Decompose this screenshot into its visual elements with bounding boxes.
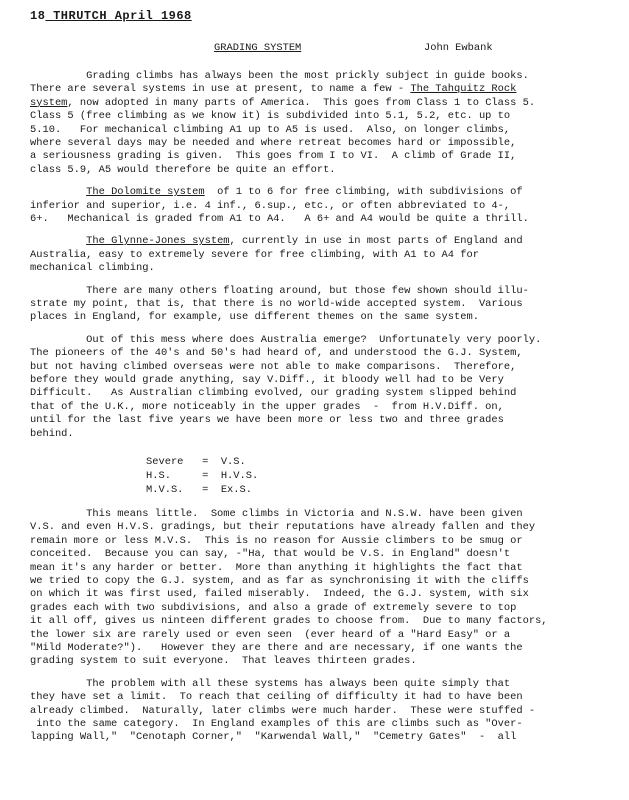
text-line: remain more or less M.V.S. This is no reason for Aussie climbers to be smug or <box>30 534 523 547</box>
text-line: a seriousness grading is given. This goes from I to VI. A climb of Grade II, <box>30 150 517 163</box>
table-row: Severe = V.S. <box>146 456 246 468</box>
text-line: into the same category. In England examples of this are climbs such as "Over- <box>30 718 523 730</box>
text-line: "Mild Moderate?"). However they are there and are necessary, if one wants the <box>30 642 523 654</box>
text-line: behind. <box>30 427 74 440</box>
text-line: they have set a limit. To reach that ceiling of difficulty it had to have been <box>30 691 523 704</box>
text-line: The Dolomite system of 1 to 6 for free climbing, with subdivisions of <box>86 186 523 199</box>
text-line: inferior and superior, i.e. 4 inf., 6.sup., etc., or often abbreviated to 4-, <box>30 199 511 212</box>
text-line: There are several systems in use at present, to name a few - The Tahquitz Rock <box>30 83 517 96</box>
text-line: The pioneers of the 40's and 50's had heard of, and understood the G.J. System, <box>30 347 523 360</box>
table-row: M.V.S. = Ex.S. <box>146 484 253 496</box>
page-number: 18 <box>30 9 46 23</box>
text-line: strate my point, that is, that there is no world-wide accepted system. Various <box>30 298 523 310</box>
text-line: already climbed. Naturally, later climbs were much harder. These were stuffed - <box>30 704 536 717</box>
text-line: mechanical climbing. <box>30 262 155 275</box>
text-line: Out of this mess where does Australia emerge? Unfortunately very poorly. <box>30 333 542 346</box>
text-line: Class 5 (free climbing as we know it) is subdivided into 5.1, 5.2, etc. up to <box>30 110 511 123</box>
text-line: The Glynne-Jones system, currently in use in most parts of England and <box>86 235 523 248</box>
text-line: The problem with all these systems has always been quite simply that <box>30 677 511 690</box>
text-line: before they would grade anything, say V.Diff., it bloody well had to be Very <box>30 374 504 386</box>
text-line: conceited. Because you can say, -"Ha, that would be V.S. in England" doesn't <box>30 548 511 561</box>
text-line: lapping Wall," "Cenotaph Corner," "Karwendal Wall," "Cemetry Gates" - all <box>30 731 517 744</box>
article-title: GRADING SYSTEM <box>214 42 302 54</box>
article-author: John Ewbank <box>424 42 493 54</box>
text-line: until for the last five years we have been more or less two and three grades <box>30 414 504 427</box>
text-line: 5.10. For mechanical climbing A1 up to A5 is used. Also, on longer climbs, <box>30 123 511 136</box>
header-issue-underline <box>45 9 191 23</box>
text-line: Australia, easy to extremely severe for free climbing, with A1 to A4 for <box>30 248 479 261</box>
issue-date: April 1968 <box>114 9 192 23</box>
text-line: mean it's any harder or better. More than anything it highlights the fact that <box>30 561 523 574</box>
publication-name: THRUTCH <box>53 9 108 23</box>
text-line: grades each with two subdivisions, and also a grade of extremely severe to top <box>30 601 517 614</box>
page-header <box>30 10 192 23</box>
text-line: the lower six are rarely used or even seen (ever heard of a "Hard Easy" or a <box>30 628 511 641</box>
text-line: places in England, for example, use different themes on the same system. <box>30 311 479 324</box>
text-line: system, now adopted in many parts of America. This goes from Class 1 to Class 5. <box>30 96 536 109</box>
text-line: that of the U.K., more noticeably in the upper grades - from H.V.Diff. on, <box>30 400 504 413</box>
text-line: V.S. and even H.V.S. gradings, but their reputations have already fallen and they <box>30 521 536 534</box>
table-row: H.S. = H.V.S. <box>146 470 259 482</box>
text-line: it all off, gives us ninteen different grades to choose from. Due to many factors, <box>30 615 548 628</box>
text-line: This means little. Some climbs in Victoria and N.S.W. have been given <box>30 508 523 520</box>
text-line: 6+. Mechanical is graded from A1 to A4. A 6+ and A4 would be quite a thrill. <box>30 213 529 225</box>
text-line: class 5.9, A5 would therefore be quite an effort. <box>30 163 336 176</box>
text-line: but not having climbed overseas were not able to make comparisons. Therefore, <box>30 360 517 373</box>
text-line: we tried to copy the G.J. system, and as far as synchronising it with the cliffs <box>30 575 529 587</box>
text-line: on which it was first used, failed miserably. Indeed, the G.J. system, with six <box>30 588 529 601</box>
text-line: where several days may be needed and where retreat becomes hard or impossible, <box>30 137 517 149</box>
text-line: There are many others floating around, but those few shown should illu- <box>30 284 529 297</box>
text-line: Difficult. As Australian climbing evolved, our grading system slipped behind <box>30 387 517 400</box>
text-line: Grading climbs has always been the most prickly subject in guide books. <box>30 70 529 82</box>
text-line: grading system to suit everyone. That leaves thirteen grades. <box>30 655 417 668</box>
